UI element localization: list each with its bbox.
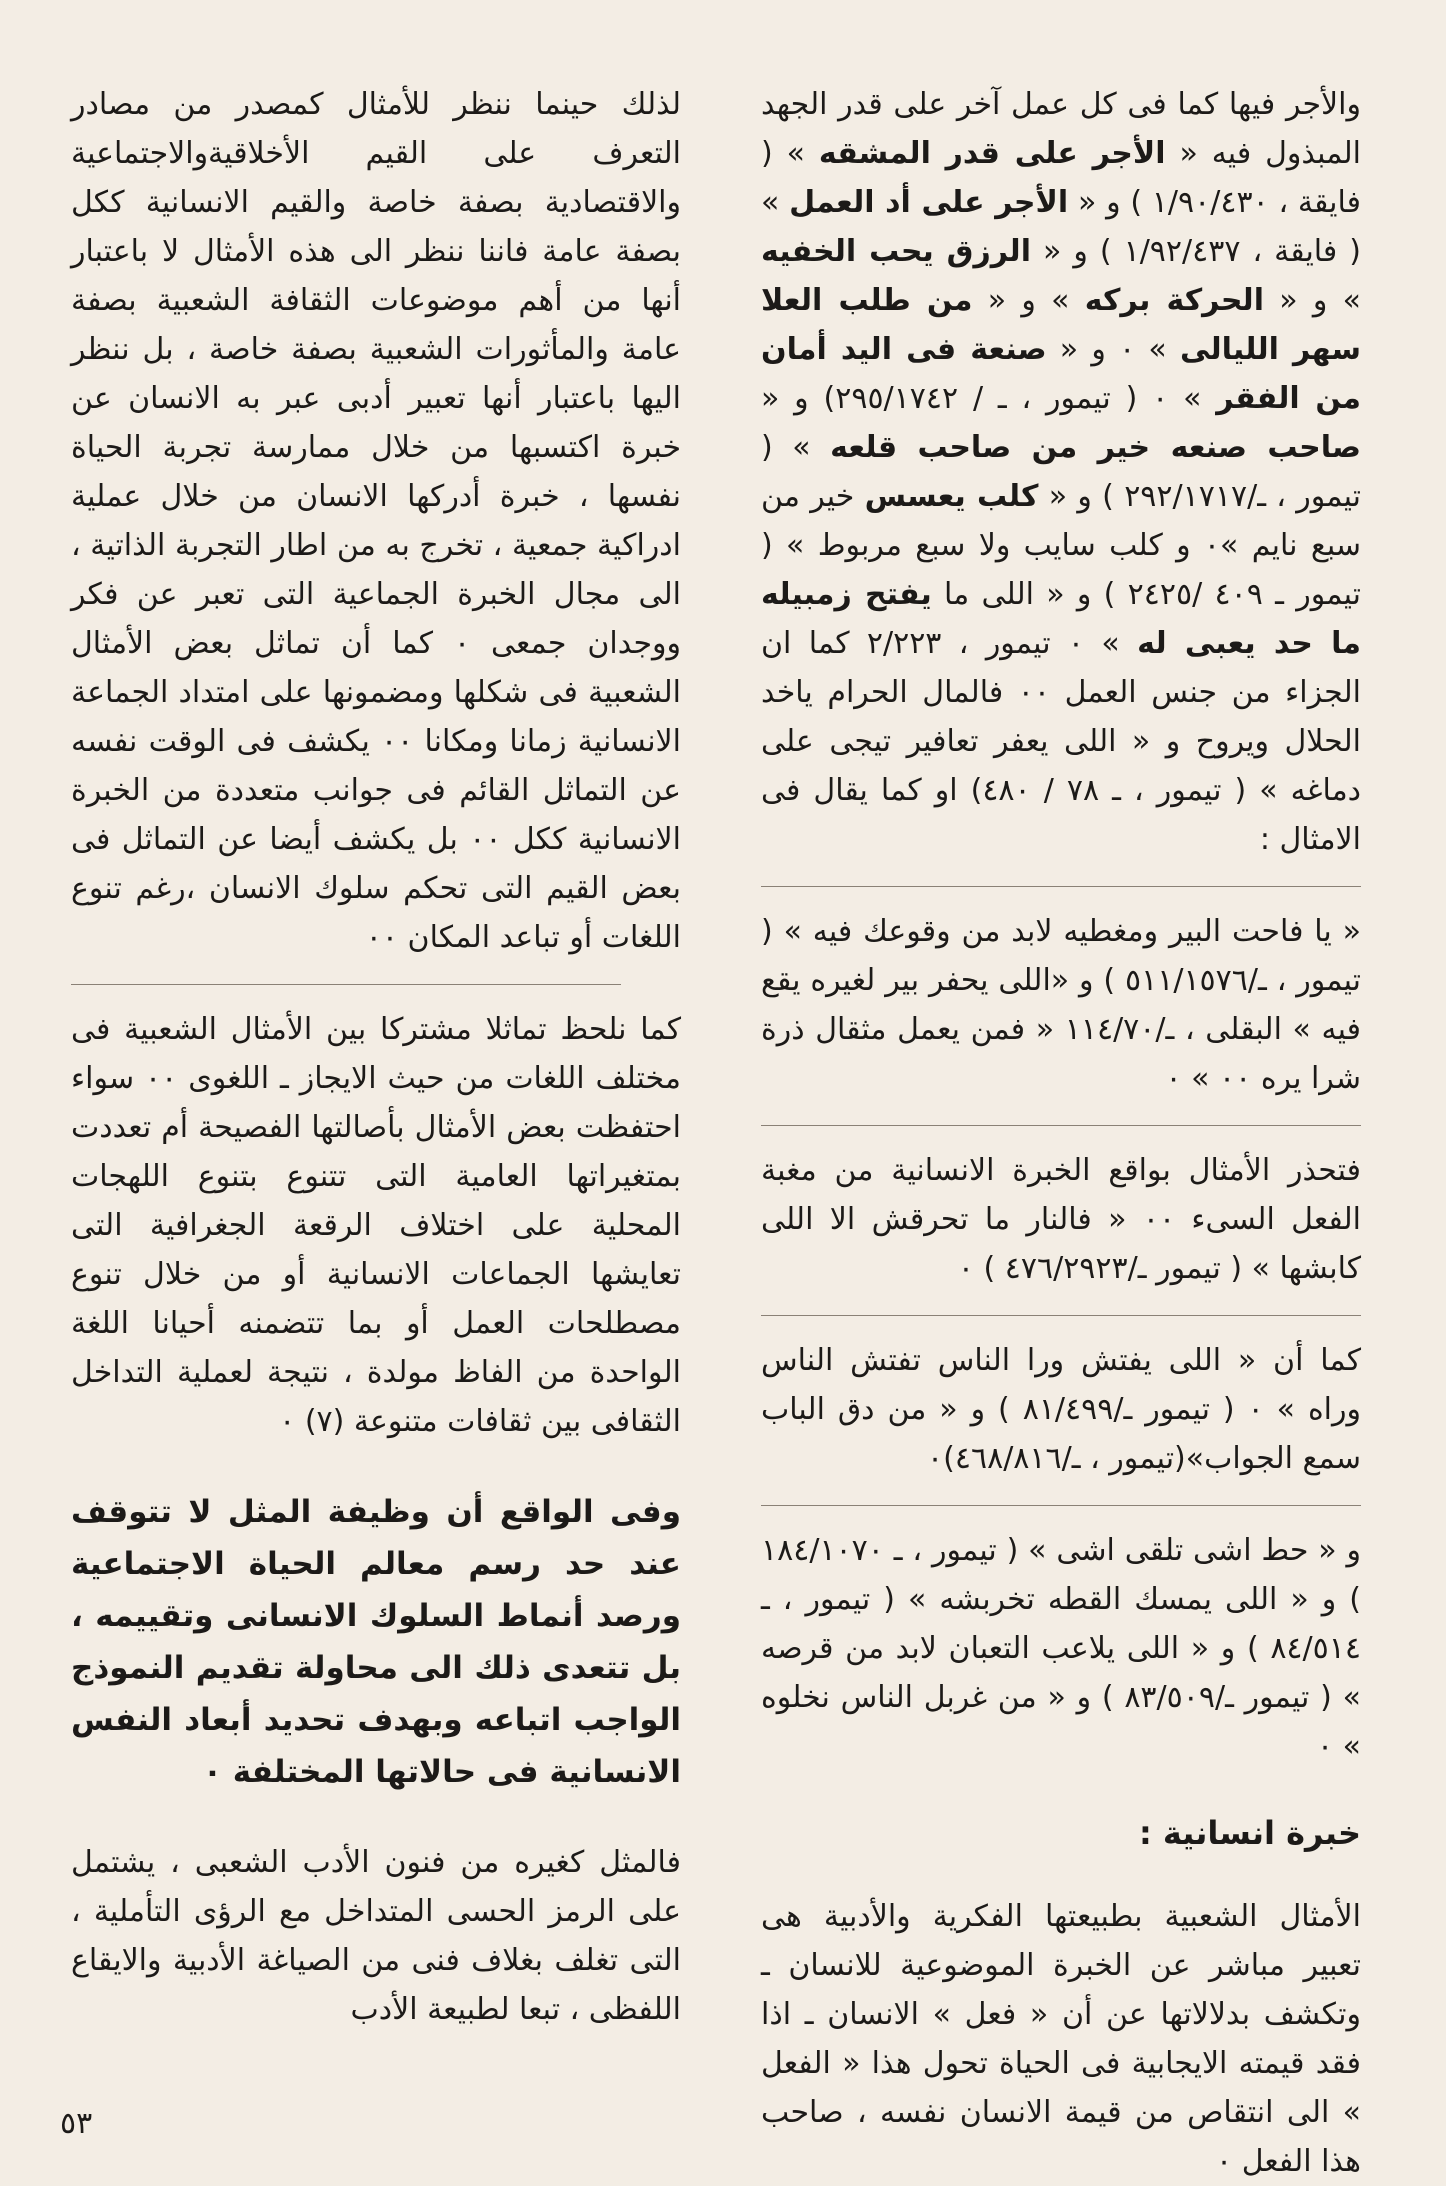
text-run: » ( فايقة ، ١/٩٠/٤٣٠ ) و « — [761, 136, 1361, 220]
proverb-bold: من طلب العلا سهر الليالى — [761, 283, 1361, 367]
warning-paragraph: فتحذر الأمثال بواقع الخبرة الانسانية من مغبة الفعل السىء ٠٠ « فالنار ما تحرقش الا اللى كابشها » ( تيمور ـ/٤٧٦/٢٩٢٣ ) ٠ — [761, 1153, 1362, 1286]
paragraph: الأمثال الشعبية بطبيعتها الفكرية والأدبية هى تعبير مباشر عن الخبرة الموضوعية للانسان ـ وتكشف بدلالاتها عن أن « فعل » الانسان ـ اذا فقد قيمته الايجابية فى الحياة تحول هذا « الفعل » الى انتقاص من قيمة الانسان نفسه ، صاحب هذا الفعل ٠ — [761, 1899, 1361, 2179]
bold-paragraph: وفى الواقع أن وظيفة المثل لا تتوقف عند حد رسم معالم الحياة الاجتماعية ورصد أنماط السلوك الانسانى وتقييمه ، بل تتعدى ذلك الى محاولة تقديم النموذج الواجب اتباعه وبهدف تحديد أبعاد النفس الانسانية فى حالاتها المختلفة ٠ — [71, 1494, 681, 1790]
page-number: ٥٣ — [60, 2106, 93, 2141]
divider — [761, 886, 1361, 887]
text-run: » ٠ ( تيمور ، ـ / ٢٩٥/١٧٤٢) و « — [761, 381, 1217, 416]
proverb-bold: الأجر على أد العمل — [789, 185, 1069, 220]
paragraph: لذلك حينما ننظر للأمثال كمصدر من مصادر التعرف على القيم الأخلاقيةوالاجتماعية والاقتصادية بصفة خاصة والقيم الانسانية ككل بصفة عامة فاننا ننظر الى هذه الأمثال لا باعتبار أنها من أهم موضوعات الثقافة الشعبية بصفة عامة والمأثورات الشعبية بصفة خاصة ، بل ننظر اليها باعتبار أنها تعبير أدبى عبر به الانسان عن خبرة اكتسبها من خلال ممارسة تجربة الحياة نفسها ، خبرة أدركها الانسان من خلال عملية ادراكية جمعية ، تخرج به من اطار التجربة الذاتية ، الى مجال الخبرة الجماعية التى تعبر عن فكر ووجدان جمعى ٠ كما أن تماثل بعض الأمثال الشعبية فى شكلها ومضمونها على امتداد الجماعة الانسانية زمانا ومكانا ٠٠ يكشف فى الوقت نفسه عن التماثل القائم فى جوانب متعددة من الخبرة الانسانية ككل ٠٠ بل يكشف أيضا عن التماثل فى بعض القيم التى تحكم سلوك الانسان ،رغم تنوع اللغات أو تباعد المكان ٠٠ — [71, 87, 682, 955]
spacer — [71, 1798, 681, 1838]
proverb-bold: كلب يعسس — [864, 479, 1039, 514]
proverb-bold: الرزق يحب الخفيه — [761, 234, 1031, 269]
text-run: » ( فايقة ، ١/٩٢/٤٣٧ ) و « — [761, 185, 1361, 269]
proverb-bold: صاحب صنعه خير من صاحب قلعه — [830, 430, 1361, 465]
paragraph: كما نلحظ تماثلا مشتركا بين الأمثال الشعبية فى مختلف اللغات من حيث الايجاز ـ اللغوى ٠٠ سواء احتفظت بعض الأمثال بأصالتها الفصيحة أم تعددت بمتغيراتها العامية التى تتنوع بتنوع اللهجات المحلية على اختلاف الرقعة الجغرافية التى تعايشها الجماعات الانسانية أو من خلال تنوع مصطلحات العمل أو بما تتضمنه أحيانا اللغة الواحدة من الفاظ مولدة ، نتيجة لعملية التداخل الثقافى بين ثقافات متنوعة (٧) ٠ — [71, 1012, 681, 1439]
text-run: » ٠ تيمور ، ٢/٢٢٣ كما ان الجزاء من جنس العمل ٠٠ فالمال الحرام ياخد الحلال ويروح و « اللى يعفر تعافير تيجى على دماغه » ( تيمور ، ـ ٧٨ / ٤٨٠) او كما يقال فى الامثال : — [761, 626, 1362, 857]
text-run: خير من سبع نايم »٠ و كلب سايب ولا سبع مربوط » ( تيمور ـ ٤٠٩ /٢٤٢٥ ) و « اللى ما — [761, 479, 1362, 612]
proverb-bold: يفتح زمبيله ما حد يعبى له — [761, 577, 1361, 661]
text-run: والأجر فيها كما فى كل عمل آخر على قدر الجهد المبذول فيه « — [761, 87, 1362, 171]
text-run: » و « — [972, 283, 1085, 318]
proverb-bold: الأجر على قدر المشقه — [818, 136, 1166, 171]
divider — [761, 1125, 1361, 1126]
proverb-bold: الحركة بركه — [1084, 283, 1264, 318]
right-column — [761, 80, 1361, 2186]
left-column — [71, 80, 681, 2034]
divider — [71, 984, 621, 985]
text-run: » و « — [1264, 283, 1362, 318]
paragraph: فالمثل كغيره من فنون الأدب الشعبى ، يشتمل على الرمز الحسى المتداخل مع الرؤى التأملية ، التى تغلف بغلاف فنى من الصياغة الأدبية والايقاع اللفظى ، تبعا لطبيعة الأدب — [71, 1845, 681, 2027]
quote-paragraph: « يا فاحت البير ومغطيه لابد من وقوعك فيه » ( تيمور ، ـ/٥١١/١٥٧٦ ) و «اللى يحفر بير لغيره يقع فيه » البقلى ، ـ/١١٤/٧٠ « فمن يعمل مثقال ذرة شرا يره ٠٠ » ٠ — [761, 914, 1362, 1096]
divider — [761, 1505, 1361, 1506]
divider — [761, 1315, 1361, 1316]
paragraph: كما أن « اللى يفتش ورا الناس تفتش الناس وراه » ٠ ( تيمور ـ/٨١/٤٩٩ ) و « من دق الباب سمع الجواب»(تيمور ، ـ/٤٦٨/٨١٦)٠ — [761, 1343, 1361, 1476]
text-run: » ٠ و « — [1046, 332, 1180, 367]
text-run: » ( تيمور ، ـ/٢٩٢/١٧١٧ ) و « — [761, 430, 1361, 514]
proverb-bold: صنعة فى اليد أمان من الفقر — [761, 332, 1362, 416]
section-heading: خبرة انسانية : — [1138, 1814, 1361, 1852]
spacer — [71, 1446, 681, 1486]
proverbs-paragraph — [761, 80, 1361, 864]
paragraph: و « حط اشى تلقى اشى » ( تيمور ، ـ ١٨٤/١٠٧٠ ) و « اللى يمسك القطه تخربشه » ( تيمور ، ـ ٨٤/٥١٤ ) و « اللى يلاعب التعبان لابد من قرصه » ( تيمور ـ/٨٣/٥٠٩ ) و « من غربل الناس نخلوه » ٠ — [761, 1533, 1361, 1764]
